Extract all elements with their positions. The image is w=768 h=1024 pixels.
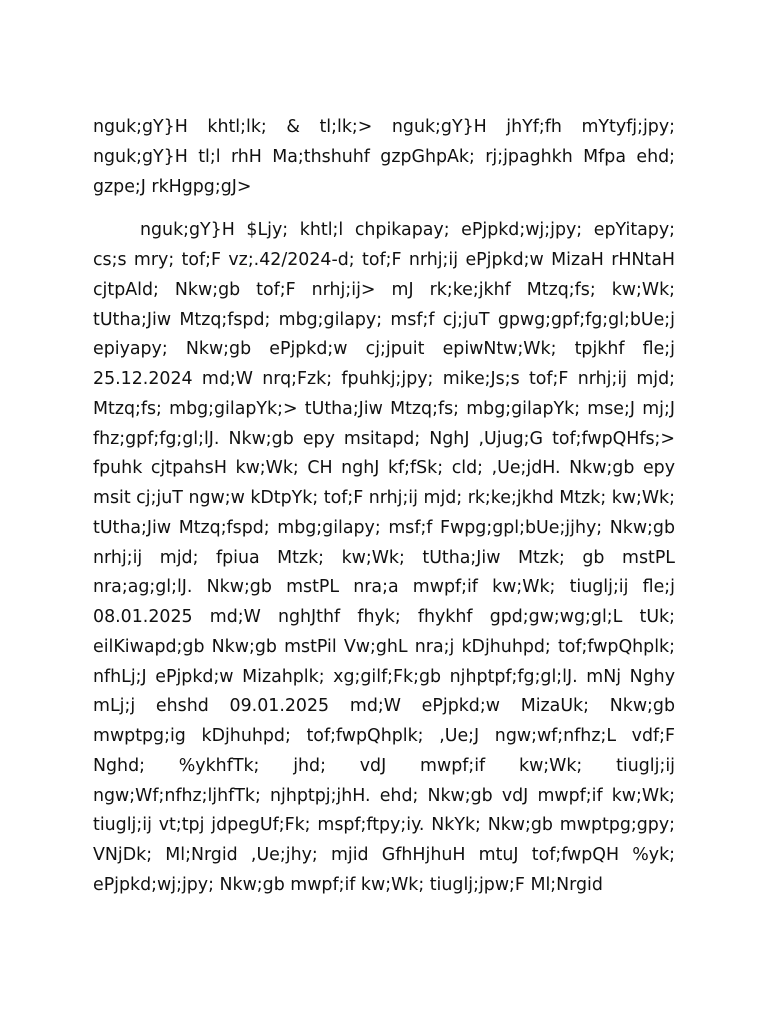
document-body — [93, 113, 675, 901]
paragraph-intro: nguk;gY}H khtl;lk; & tl;lk;> nguk;gY}H jhYf;fh mYtyfj;jpy; nguk;gY}H tl;l rhH Ma;thshuhf gzpGhpAk; rj;jpaghkh Mfpa ehd; gzpe;J rkHgpg;gJ> — [93, 117, 675, 197]
paragraph-main: nguk;gY}H $Ljy; khtl;l chpikapay; ePjpkd;wj;jpy; epYitapy; cs;s mry; tof;F vz;.42/2024-d; tof;F nrhj;ij ePjpkd;w MizaH rHNtaH cjtpAld; Nkw;gb tof;F nrhj;ij> mJ rk;ke;jkhf Mtzq;fs; kw;Wk; tUtha;Jiw Mtzq;fspd; mbg;gilapy; msf;f cj;juT gpwg;gpf;fg;gl;bUe;j epiyapy; Nkw;gb ePjpkd;w cj;jpuit epiwNtw;Wk; tpjkhf fle;j 25.12.2024 md;W nrq;Fzk; fpuhkj;jpy; mike;Js;s tof;F nrhj;ij mjd; Mtzq;fs; mbg;gilapYk;> tUtha;Jiw Mtzq;fs; mbg;gilapYk; mse;J mj;J fhz;gpf;fg;gl;lJ. Nkw;gb epy msitapd; NghJ ,Ujug;G tof;fwpQHfs;> fpuhk cjtpahsH kw;Wk; CH nghJ kf;fSk; cld; ,Ue;jdH. Nkw;gb epy msit cj;juT ngw;w kDtpYk; tof;F nrhj;ij mjd; rk;ke;jkhd Mtzk; kw;Wk; tUtha;Jiw Mtzq;fspd; mbg;gilapy; msf;f Fwpg;gpl;bUe;jjhy; Nkw;gb nrhj;ij mjd; fpiua Mtzk; kw;Wk; tUtha;Jiw Mtzk; gb mstPL nra;ag;gl;lJ. Nkw;gb mstPL nra;a mwpf;if kw;Wk; tiuglj;ij fle;j 08.01.2025 md;W nghJthf fhyk; fhykhf gpd;gw;wg;gl;L tUk; eilKiwapd;gb Nkw;gb mstPil Vw;ghL nra;j kDjhuhpd; tof;fwpQhplk; nfhLj;J ePjpkd;w Mizahplk; xg;gilf;Fk;gb njhptpf;fg;gl;lJ. mNj Nghy mLj;j ehshd 09.01.2025 md;W ePjpkd;w MizaUk; Nkw;gb mwptpg;ig kDjhuhpd; tof;fwpQhplk; ,Ue;J ngw;wf;nfhz;L vdf;F Nghd; %ykhfTk; jhd; vdJ mwpf;if kw;Wk; tiuglj;ij ngw;Wf;nfhz;ljhfTk; njhptpj;jhH. ehd; Nkw;gb vdJ mwpf;if kw;Wk; tiuglj;ij vt;tpj jdpegUf;Fk; mspf;ftpy;iy. NkYk; Nkw;gb mwptpg;gpy; VNjDk; Ml;Nrgid ,Ue;jhy; mjid GfhHjhuH mtuJ tof;fwpQH %yk; ePjpkd;wj;jpy; Nkw;gb mwpf;if kw;Wk; tiuglj;jpw;F Ml;Nrgid — [93, 220, 675, 895]
